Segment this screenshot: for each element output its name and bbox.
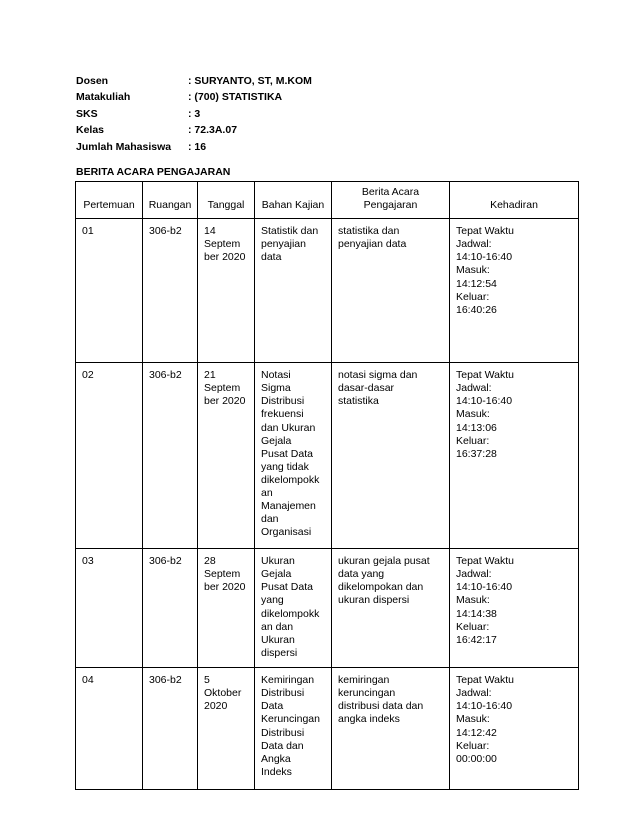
cell-kehadiran: Tepat Waktu Jadwal: 14:10-16:40 Masuk: 14:13:06 Keluar: 16:37:28 <box>450 363 579 549</box>
header-ruangan: Ruangan <box>143 182 198 219</box>
table-header-row <box>76 182 579 219</box>
cell-ruangan: 306-b2 <box>143 549 198 668</box>
info-value: : 3 <box>188 107 201 120</box>
cell-berita-acara: notasi sigma dan dasar-dasar statistika <box>332 363 450 549</box>
cell-pertemuan: 02 <box>76 363 143 549</box>
cell-berita-acara: ukuran gejala pusat data yang dikelompokan dan ukuran dispersi <box>332 549 450 668</box>
cell-bahan-kajian: Kemiringan Distribusi Data Keruncingan Distribusi Data dan Angka Indeks <box>255 668 332 790</box>
section-title: BERITA ACARA PENGAJARAN <box>76 166 231 178</box>
header-kehadiran: Kehadiran <box>450 182 579 219</box>
cell-kehadiran: Tepat Waktu Jadwal: 14:10-16:40 Masuk: 14:12:54 Keluar: 16:40:26 <box>450 219 579 363</box>
info-row-matakuliah <box>76 89 312 105</box>
table-row <box>76 363 579 549</box>
cell-berita-acara: statistika dan penyajian data <box>332 219 450 363</box>
cell-ruangan: 306-b2 <box>143 363 198 549</box>
cell-tanggal: 21 Septem ber 2020 <box>198 363 255 549</box>
header-pertemuan: Pertemuan <box>76 182 143 219</box>
info-row-jumlah-mahasiswa <box>76 139 312 155</box>
info-row-sks <box>76 106 312 122</box>
table-row <box>76 219 579 363</box>
table-row <box>76 549 579 668</box>
cell-pertemuan: 04 <box>76 668 143 790</box>
cell-berita-acara: kemiringan keruncingan distribusi data dan angka indeks <box>332 668 450 790</box>
info-label: Kelas <box>76 124 105 137</box>
info-value: : SURYANTO, ST, M.KOM <box>188 75 312 87</box>
cell-tanggal: 5 Oktober 2020 <box>198 668 255 790</box>
cell-bahan-kajian: Ukuran Gejala Pusat Data yang dikelompokk an dan Ukuran dispersi <box>255 549 332 668</box>
info-row-dosen <box>76 73 312 89</box>
table-row <box>76 668 579 790</box>
cell-pertemuan: 03 <box>76 549 143 668</box>
info-label: SKS <box>76 107 98 120</box>
header-tanggal: Tanggal <box>198 182 255 219</box>
header-berita-acara: Berita Acara Pengajaran <box>332 182 450 219</box>
info-row-kelas <box>76 122 312 138</box>
header-bahan-kajian: Bahan Kajian <box>255 182 332 219</box>
info-label: Dosen <box>76 75 109 87</box>
cell-bahan-kajian: Statistik dan penyajian data <box>255 219 332 363</box>
cell-pertemuan: 01 <box>76 219 143 363</box>
info-label: Jumlah Mahasiswa <box>76 140 172 153</box>
cell-kehadiran: Tepat Waktu Jadwal: 14:10-16:40 Masuk: 14:12:42 Keluar: 00:00:00 <box>450 668 579 790</box>
cell-ruangan: 306-b2 <box>143 668 198 790</box>
attendance-table <box>75 181 579 790</box>
info-value: : 72.3A.07 <box>188 124 238 137</box>
cell-ruangan: 306-b2 <box>143 219 198 363</box>
cell-bahan-kajian: Notasi Sigma Distribusi frekuensi dan Ukuran Gejala Pusat Data yang tidak dikelompokk an Manajemen dan Organisasi <box>255 363 332 549</box>
info-value: : 16 <box>188 140 207 153</box>
info-value: : (700) STATISTIKA <box>188 91 283 104</box>
cell-tanggal: 14 Septem ber 2020 <box>198 219 255 363</box>
cell-kehadiran: Tepat Waktu Jadwal: 14:10-16:40 Masuk: 14:14:38 Keluar: 16:42:17 <box>450 549 579 668</box>
info-label: Matakuliah <box>76 91 131 104</box>
cell-tanggal: 28 Septem ber 2020 <box>198 549 255 668</box>
course-info <box>76 73 312 155</box>
